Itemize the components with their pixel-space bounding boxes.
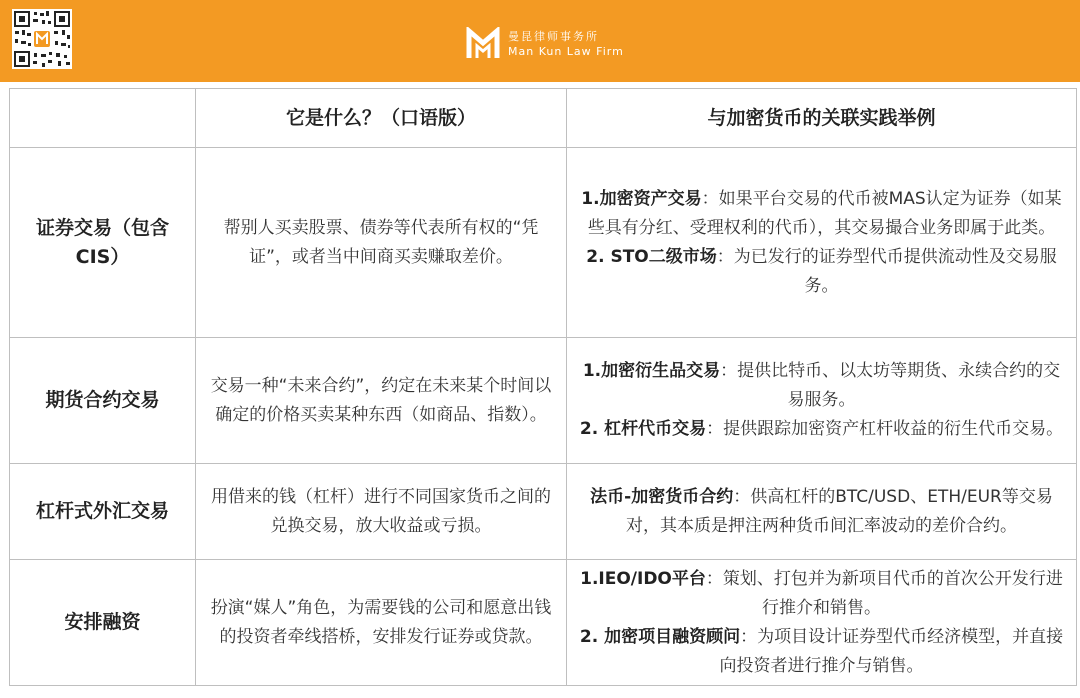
example-item: [579, 185, 1064, 243]
description-cell: 交易一种“未来合约”，约定在未来某个时间以确定的价格买卖某种东西（如商品、指数）。: [196, 338, 567, 464]
description-cell: 扮演“媒人”角色，为需要钱的公司和愿意出钱的投资者牵线搭桥，安排发行证券或贷款。: [196, 560, 567, 686]
brand-name-cn: 曼昆律师事务所: [508, 30, 599, 43]
description-cell: 用借来的钱（杠杆）进行不同国家货币之间的兑换交易，放大收益或亏损。: [196, 464, 567, 560]
example-text: ：供高杠杆的BTC/USD、ETH/EUR等交易对，其本质是押注两种货币间汇率波动的差价合约。: [626, 486, 1053, 536]
examples-cell: [567, 338, 1077, 464]
category-cell: 安排融资: [10, 560, 196, 686]
example-title: 1.IEO/IDO平台: [580, 568, 706, 589]
examples-cell: [567, 148, 1077, 338]
header-cell-category: [10, 89, 196, 148]
example-item: [579, 565, 1064, 623]
category-cell: 证券交易（包含CIS）: [10, 148, 196, 338]
example-text: ：为已发行的证券型代币提供流动性及交易服务。: [716, 246, 1057, 296]
example-text: ：提供跟踪加密资产杠杆收益的衍生代币交易。: [706, 419, 1064, 439]
example-text: ：如果平台交易的代币被MAS认定为证券（如某些具有分红、受理权利的代币），其交易撮合业务即属于此类。: [587, 188, 1062, 238]
category-cell: 杠杆式外汇交易: [10, 464, 196, 560]
brand: [466, 26, 624, 62]
table-row: [10, 560, 1077, 686]
header-cell-examples: 与加密货币的关联实践举例: [567, 89, 1077, 148]
description-cell: 帮别人买卖股票、债券等代表所有权的“凭证”，或者当中间商买卖赚取差价。: [196, 148, 567, 338]
example-item: [579, 243, 1064, 301]
header-banner: [0, 0, 1080, 82]
table-row: [10, 148, 1077, 338]
example-text: ：提供比特币、以太坊等期货、永续合约的交易服务。: [720, 361, 1061, 410]
activities-table: [9, 88, 1077, 686]
examples-cell: [567, 464, 1077, 560]
mankun-logo-icon: [466, 27, 500, 61]
table-row: [10, 338, 1077, 464]
example-item: [579, 483, 1064, 541]
brand-name-en: Man Kun Law Firm: [508, 45, 624, 58]
header-cell-description: 它是什么？（口语版）: [196, 89, 567, 148]
category-cell: 期货合约交易: [10, 338, 196, 464]
table-row: [10, 464, 1077, 560]
example-title: 法币-加密货币合约: [590, 486, 734, 507]
example-item: [579, 415, 1064, 444]
examples-cell: [567, 560, 1077, 686]
qr-code-icon: [12, 9, 72, 69]
example-item: [579, 623, 1064, 681]
example-title: 1.加密衍生品交易: [582, 361, 721, 381]
example-title: 1.加密资产交易: [581, 188, 702, 209]
example-title: 2. STO二级市场: [586, 246, 717, 267]
example-title: 2. 杠杆代币交易: [579, 419, 707, 439]
table-header-row: [10, 89, 1077, 148]
example-text: ：为项目设计证券型代币经济模型，并直接向投资者进行推介与销售。: [719, 626, 1064, 676]
example-title: 2. 加密项目融资顾问: [579, 626, 741, 647]
example-text: ：策划、打包并为新项目代币的首次公开发行进行推介和销售。: [705, 568, 1063, 618]
example-item: [579, 357, 1064, 415]
